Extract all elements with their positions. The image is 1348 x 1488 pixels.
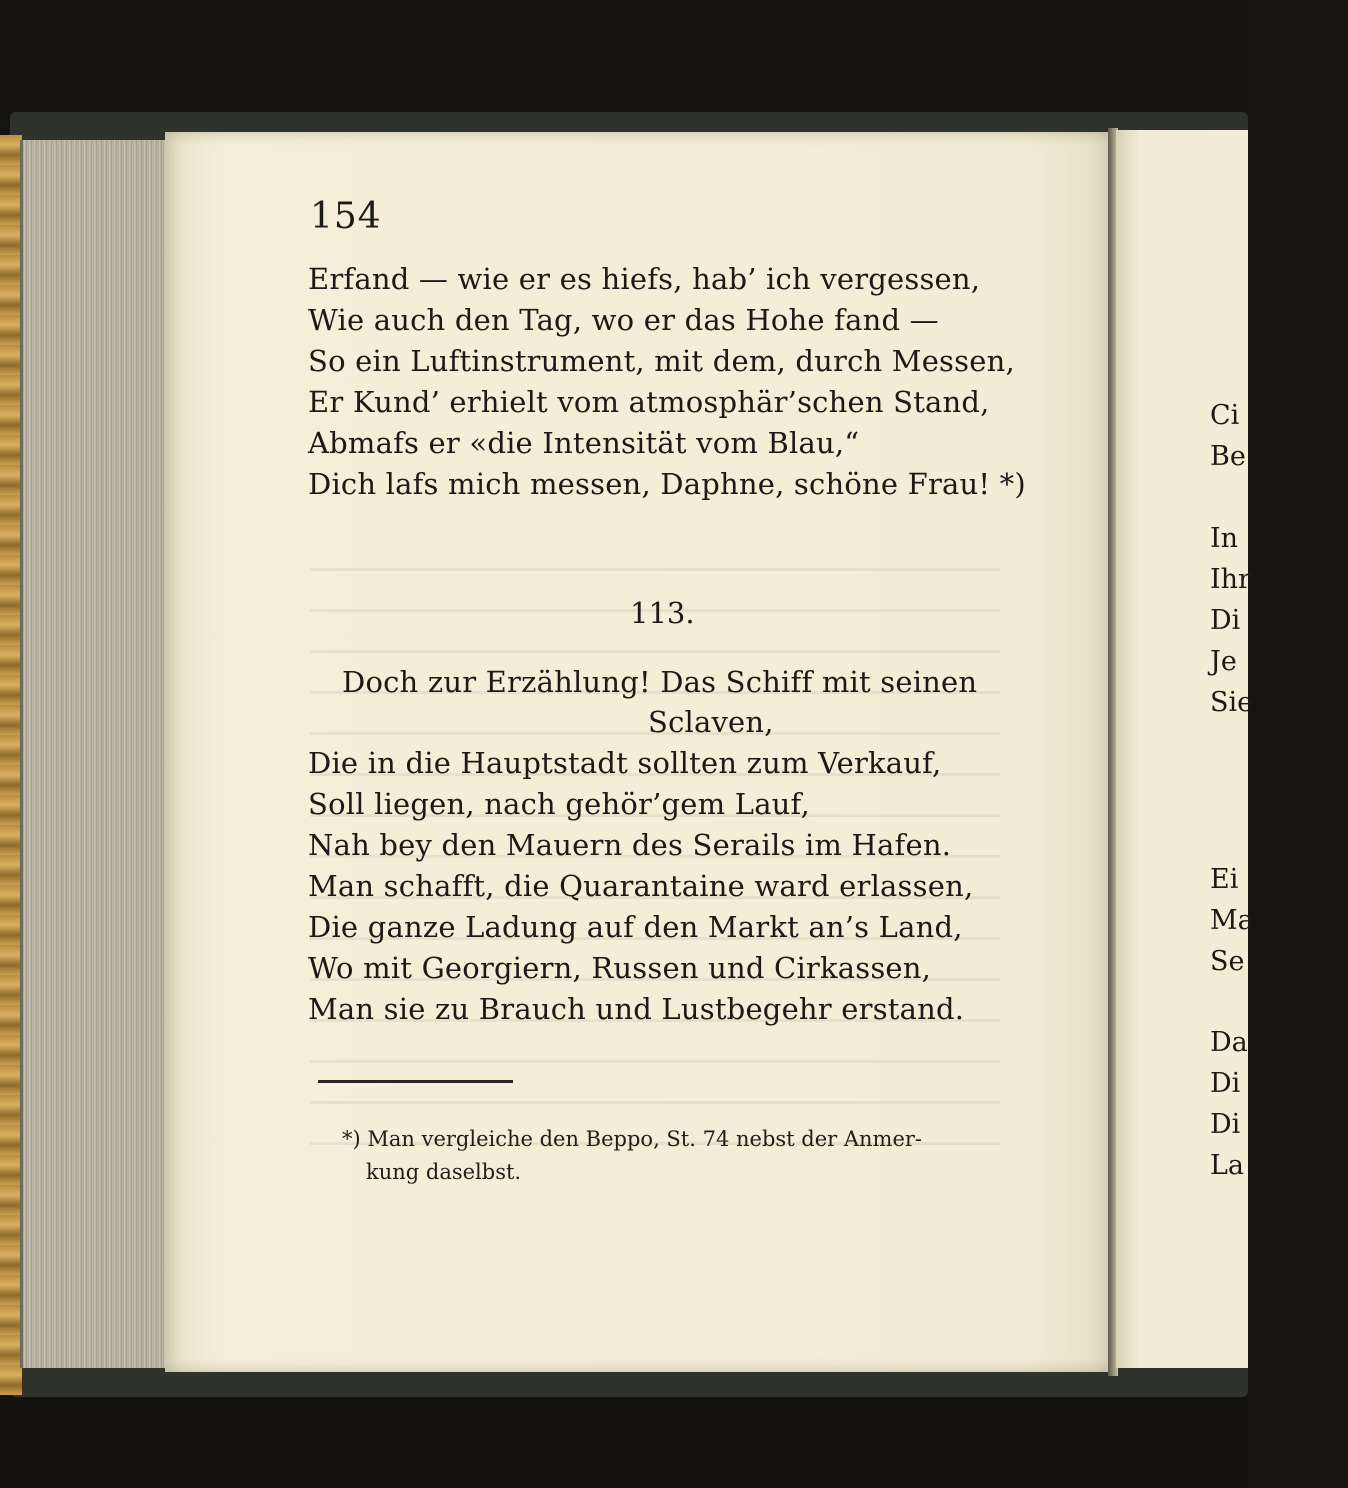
right-page-fragment: La	[1210, 1150, 1245, 1181]
verse-line: Er Kund’ erhielt vom atmosphär’schen Stand,	[308, 385, 990, 419]
page-edges	[20, 140, 171, 1368]
right-page-fragment: Ei	[1210, 864, 1239, 895]
page-number: 154	[310, 196, 382, 237]
right-page-fragment: Di	[1210, 1068, 1241, 1099]
verse-line: Doch zur Erzählung! Das Schiff mit seinen	[342, 665, 978, 699]
footnote-line: kung daselbst.	[366, 1160, 522, 1184]
right-page-fragment: Ma	[1210, 905, 1254, 936]
right-page-fragment: Se	[1210, 946, 1245, 977]
right-page-fragment: Di	[1210, 605, 1241, 636]
right-page-fragment: In	[1210, 523, 1239, 554]
verse-line: Wie auch den Tag, wo er das Hohe fand —	[308, 303, 939, 337]
right-page-fragment: Je	[1210, 646, 1237, 677]
verse-line: Die ganze Ladung auf den Markt an’s Land,	[308, 910, 963, 944]
verse-line: Soll liegen, nach gehör’gem Lauf,	[308, 787, 810, 821]
verse-line: Abmafs er «die Intensität vom Blau,“	[308, 426, 860, 460]
verse-line: Dich lafs mich messen, Daphne, schöne Frau! *)	[308, 467, 1026, 501]
right-page-fragment: Ihr	[1210, 564, 1251, 595]
background-top	[0, 0, 1248, 120]
verse-line: Die in die Hauptstadt sollten zum Verkauf,	[308, 746, 942, 780]
right-page-fragment: Sie	[1210, 687, 1254, 718]
verse-line: Nah bey den Mauern des Serails im Hafen.	[308, 828, 952, 862]
right-page-fragment: Da	[1210, 1027, 1248, 1058]
footnote-line: *) Man vergleiche den Beppo, St. 74 nebst der Anmer-	[342, 1127, 923, 1151]
right-page-fragment: Di	[1210, 1109, 1241, 1140]
verse-line: Sclaven,	[648, 705, 774, 739]
verse-line: Erfand — wie er es hiefs, hab’ ich vergessen,	[308, 262, 981, 296]
verse-line: Man schafft, die Quarantaine ward erlassen,	[308, 869, 974, 903]
right-page-fragment: Be	[1210, 441, 1246, 472]
verse-line: So ein Luftinstrument, mit dem, durch Messen,	[308, 344, 1015, 378]
stanza-number: 113.	[630, 596, 695, 630]
verse-line: Wo mit Georgiern, Russen und Cirkassen,	[308, 951, 932, 985]
verse-line: Man sie zu Brauch und Lustbegehr erstand.	[308, 992, 965, 1026]
right-page-fragment: Ci	[1210, 400, 1240, 431]
right-page	[1116, 130, 1248, 1368]
footnote-rule	[318, 1080, 513, 1083]
